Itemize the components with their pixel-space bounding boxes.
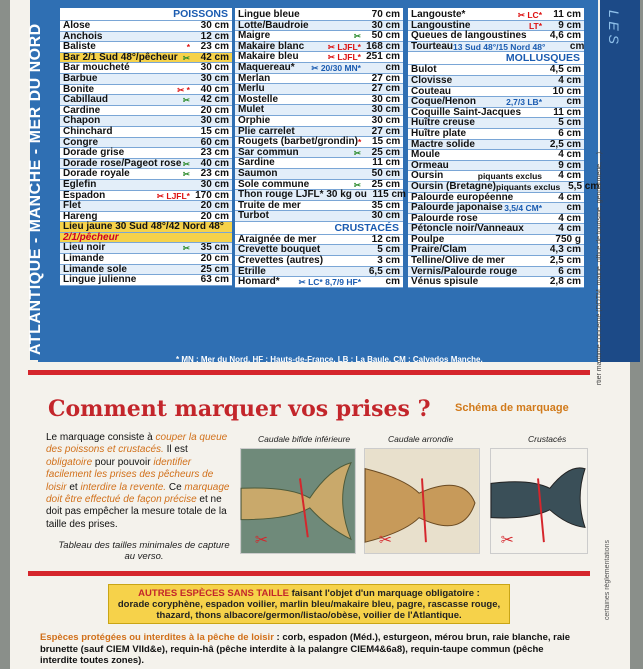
species-size: 4 cm [558, 149, 581, 161]
intro-text: Il est [163, 444, 188, 456]
fish-tail-rounded-image [364, 448, 480, 554]
species-note: 2,7/3 LB* [506, 97, 542, 108]
species-name: Truite de mer [238, 199, 301, 211]
species-note: ✂ [353, 31, 361, 42]
species-note: ✂ * [177, 84, 190, 95]
species-size: cm [569, 40, 585, 52]
species-size: 12 cm [371, 233, 400, 245]
species-size: 30 cm [371, 210, 400, 222]
fish-column-2 [235, 8, 406, 288]
species-size: 4 cm [558, 74, 581, 86]
table-row [60, 127, 232, 138]
species-size: 25 cm [371, 178, 400, 190]
species-name: Lieu noir [63, 242, 106, 254]
section-crustaces: CRUSTACÉS [235, 222, 403, 235]
species-name: Ormeau [411, 159, 449, 171]
species-note: ✂ [353, 147, 361, 158]
species-note: ✂ LJFL* [156, 190, 190, 201]
species-name: Lotte/Baudroie [238, 19, 309, 31]
species-note: 13 Sud 48°/15 Nord 48° [453, 41, 546, 52]
species-size: 6,5 cm [368, 265, 400, 277]
species-size: 2,5 cm [549, 138, 581, 150]
species-size: 40 cm [200, 157, 229, 169]
species-name: Dorade grise [63, 147, 125, 159]
species-note: ✂ 20/30 MN* [311, 62, 361, 73]
species-name: Limande sole [63, 263, 127, 275]
species-size: 4,3 cm [549, 244, 581, 256]
species-note: ✂ LJFL* [327, 41, 361, 52]
species-note: ✂ [182, 169, 190, 180]
species-name: Dorade rose/Pageot rose [63, 157, 182, 169]
species-name: Dorade royale [63, 168, 130, 180]
species-name: Espadon [63, 189, 106, 201]
species-name: Barbue [63, 72, 98, 84]
footnote: * MN : Mer du Nord, HF : Hauts-de-France, LB : La Baule, CM : Calvados Manche. [176, 355, 483, 364]
table-row [235, 211, 403, 222]
fish-tail-bifid-image [240, 448, 356, 554]
intro-text: pour pouvoir [92, 456, 154, 468]
protected-body: : corb, espadon (Méd.), esturgeon, mérou brun, raie blanche, raie brunette (sauf CIEM VIId&e), requin-hâ (pêche interdite à la palangre CIEM4&6a8), requin-taupe commun (pêche interdite toutes zones). [40, 632, 571, 666]
species-note: 3,5/4 CM* [504, 203, 542, 214]
species-name: Rougets (barbet/grondin) [238, 136, 358, 148]
species-size: 2,8 cm [549, 276, 581, 288]
species-note: LT* [528, 20, 542, 31]
species-name: Poulpe [411, 233, 445, 245]
table-row [235, 169, 403, 180]
rows-col3b [408, 64, 600, 288]
marking-intro [46, 432, 234, 531]
species-name: Langouste* [411, 9, 466, 20]
fig-label-crustaces: Crustacés [528, 434, 567, 444]
right-vertical-note: certaines réglementations [604, 540, 611, 621]
marking-title: Comment marquer vos prises ? [48, 396, 431, 422]
species-size: 50 cm [371, 167, 400, 179]
species-size: 750 g [555, 233, 581, 245]
table-row [235, 277, 403, 288]
species-name: Pétoncle noir/Vanneaux [411, 223, 524, 235]
species-size: 20 cm [200, 210, 229, 222]
species-size: 15 cm [200, 125, 229, 137]
species-size: 30 cm [371, 114, 400, 126]
species-note: ✂ LJFL* [327, 52, 361, 63]
species-size: 5 cm [558, 117, 581, 129]
species-name: Limande [63, 253, 105, 265]
species-name: Palourde rose [411, 212, 478, 224]
species-note: * [358, 137, 362, 148]
species-size: 5,5 cm [568, 180, 600, 192]
species-name: Thon rouge LJFL* 30 kg ou [238, 189, 367, 201]
rows-col2 [235, 8, 406, 222]
table-row [408, 42, 584, 53]
red-divider-2 [28, 571, 590, 576]
species-name: Oursin [411, 170, 444, 182]
species-size: 9 cm [558, 19, 581, 31]
species-size: 9 cm [558, 159, 581, 171]
species-name: Makaire bleu [238, 51, 299, 63]
vertical-note: rtier maritime concerné (DDTM, mairie, office de tourisme, gendarmerie, ...). [596, 150, 603, 386]
species-size: 42 cm [200, 51, 229, 63]
species-name: Sar commun [238, 146, 299, 158]
species-name: Bulot [411, 64, 437, 76]
svg-text:✂: ✂ [378, 530, 392, 550]
species-name: Turbot [238, 210, 269, 222]
species-name: Plie carrelet [238, 125, 295, 137]
species-name: Bar moucheté [63, 62, 130, 74]
table-row [408, 129, 584, 140]
species-size: 30 cm [200, 62, 229, 74]
species-size: 5 cm [377, 244, 400, 256]
fish-column-3 [408, 8, 600, 288]
species-size: 4 cm [558, 212, 581, 224]
species-note: piquants exclus [496, 181, 561, 192]
species-size: 63 cm [200, 274, 229, 286]
species-name: Congre [63, 136, 98, 148]
right-decoration: L E S [606, 10, 622, 44]
species-size: 15 cm [371, 136, 401, 148]
intro-highlight: interdire la revente. [80, 481, 167, 493]
species-size: cm [385, 276, 400, 288]
species-size: 40 cm [200, 83, 229, 95]
table-row [60, 74, 232, 85]
species-note: ✂ [182, 52, 190, 63]
species-name: Mostelle [238, 93, 279, 105]
species-size: 170 cm [195, 189, 229, 201]
species-size: 25 cm [200, 263, 229, 275]
species-name: Tourteau [411, 40, 454, 52]
species-note: ✂ [182, 95, 190, 106]
species-name: Vernis/Palourde rouge [411, 265, 518, 277]
species-size: 30 cm [200, 20, 229, 31]
species-size [193, 233, 229, 243]
species-size: 25 cm [371, 146, 400, 158]
species-note: ✂ LC* [517, 10, 542, 20]
species-note: ✂ [182, 243, 190, 254]
species-size: 3 cm [377, 255, 400, 267]
intro-text: et [66, 481, 81, 493]
species-size: cm [566, 202, 581, 214]
species-name: Bonite [63, 83, 95, 95]
species-name: Eglefin [63, 178, 97, 190]
species-name: Queues de langoustines [411, 30, 527, 42]
species-size: 35 cm [371, 199, 400, 211]
species-name: Sardine [238, 157, 275, 169]
species-name: Saumon [238, 167, 278, 179]
species-name: Moule [411, 149, 440, 161]
species-note: ✂ [353, 179, 361, 190]
species-name: Homard* [238, 276, 280, 288]
fig-label-arrondie: Caudale arrondie [388, 434, 454, 444]
species-size: 11 cm [372, 157, 400, 169]
species-size: 4,5 cm [549, 64, 581, 76]
species-size: 23 cm [200, 168, 229, 180]
species-name: Mactre solide [411, 138, 475, 150]
species-name: Makaire blanc [238, 40, 305, 52]
species-size: 60 cm [200, 136, 229, 148]
table-row [408, 10, 584, 21]
species-size: 70 cm [371, 9, 400, 20]
species-size: 20 cm [200, 200, 229, 212]
species-name: Vénus spisule [411, 276, 479, 288]
species-name: Merlu [238, 83, 265, 95]
species-size: 30 cm [200, 72, 229, 84]
table-row [235, 63, 403, 74]
rows-col3a [408, 8, 584, 52]
table-row [60, 180, 232, 191]
other-species-line2: thazard, thons albacore/germon/listao/obèse, voilier de l'Atlantique. [156, 610, 462, 621]
species-size: 4 cm [558, 223, 581, 235]
schema-label: Schéma de marquage [455, 402, 569, 414]
table-reference: Tableau des tailles minimales de capture au verso. [58, 540, 230, 562]
species-size: 50 cm [371, 30, 400, 42]
intro-text: Ce [166, 481, 185, 493]
species-name: Palourde japonaise [411, 202, 503, 214]
table-row [60, 275, 232, 286]
species-name: Araignée de mer [238, 233, 317, 245]
species-name: Baliste [63, 41, 96, 53]
species-name: Langoustine [411, 19, 471, 31]
species-name: Huître creuse [411, 117, 475, 129]
table-row [408, 277, 584, 288]
species-size: 42 cm [200, 94, 229, 106]
species-name: Huître plate [411, 127, 467, 139]
species-name: Crevette bouquet [238, 244, 321, 256]
rows-col2b [235, 235, 403, 288]
species-name: Alose [63, 20, 91, 31]
species-size: 23 cm [200, 41, 229, 53]
section-mollusques: MOLLUSQUES [408, 52, 584, 65]
other-species-head2: faisant l'objet d'un marquage obligatoire : [288, 588, 480, 599]
species-name: Lingue bleue [238, 9, 300, 20]
species-name: Coquille Saint-Jacques [411, 106, 522, 118]
intro-highlight: couper la queue des poissons et crustacés. [46, 432, 228, 456]
species-size: 27 cm [371, 72, 400, 84]
species-size: 4,6 cm [549, 30, 581, 42]
other-species-box [108, 584, 510, 624]
intro-highlight: marquage doit être effectué de façon précise [46, 481, 230, 506]
species-size: 251 cm [366, 51, 400, 63]
species-name: Etrille [238, 265, 266, 277]
species-size: 168 cm [366, 40, 400, 52]
species-note: ✂ LC* 8,7/9 HF* [298, 277, 361, 288]
species-name: Lieu jaune 30 Sud 48°/42 Nord 48° [63, 221, 224, 233]
species-name: Maigre [238, 30, 271, 42]
species-name: Merlan [238, 72, 271, 84]
table-row [235, 116, 403, 127]
intro-highlight: obligatoire [46, 456, 93, 468]
species-size: cm [566, 96, 581, 108]
species-name: Oursin (Bretagne) [411, 180, 497, 192]
other-species-line1: dorade coryphène, espadon voilier, marlin bleu/makaire bleu, pagre, rascasse rouge, [117, 599, 501, 610]
species-size: 23 cm [200, 147, 229, 159]
species-size: 35 cm [200, 242, 229, 254]
species-name: Mulet [238, 104, 265, 116]
species-size: 6 cm [558, 127, 581, 139]
species-name: Cabillaud [63, 94, 109, 106]
species-size: 11 cm [553, 9, 581, 20]
table-row [408, 180, 600, 193]
side-title: ATLANTIQUE - MANCHE - MER DU NORD [27, 23, 44, 355]
intro-text: et ne doit pas empêcher la mesure totale de la taille des prises. [46, 494, 227, 530]
species-size: 4 cm [558, 170, 581, 182]
protected-species [40, 632, 580, 667]
species-name: Couteau [411, 85, 451, 97]
species-name: Telline/Olive de mer [411, 255, 505, 267]
protected-head: Espèces protégées ou interdites à la pêche de loisir [40, 632, 274, 643]
intro-text: Le marquage consiste à [46, 432, 156, 443]
species-size: 11 cm [553, 106, 581, 118]
right-band [600, 0, 640, 362]
species-note: ✂ [182, 158, 190, 169]
species-size: cm [385, 61, 400, 73]
table-row [235, 10, 403, 21]
species-name: Bar 2/1 Sud 48°/pêcheur [63, 51, 178, 63]
species-name: Chinchard [63, 125, 113, 137]
species-size: 30 cm [200, 115, 229, 127]
svg-text:✂: ✂ [254, 530, 268, 550]
section-poissons: POISSONS [60, 8, 232, 21]
species-size: 30 cm [200, 178, 229, 190]
species-name: Crevettes (autres) [238, 255, 324, 267]
species-size: 30 cm [371, 19, 400, 31]
red-divider [28, 370, 590, 375]
svg-text:✂: ✂ [500, 530, 514, 550]
species-name: Flet [63, 200, 81, 212]
other-species-head: AUTRES ESPÈCES SANS TAILLE [138, 588, 289, 599]
species-name: Praire/Clam [411, 244, 467, 256]
species-size: 115 cm [372, 189, 406, 201]
species-size: 12 cm [200, 30, 229, 42]
species-name: Clovisse [411, 74, 453, 86]
species-note: * [186, 42, 190, 53]
intro-highlight: identifier facilement les prises des pêcheurs de loisir [46, 456, 214, 493]
species-size: 10 cm [552, 85, 581, 97]
species-name: Sole commune [238, 178, 310, 190]
table-row [408, 76, 584, 87]
fig-label-bifide: Caudale bifide inférieure [258, 434, 351, 444]
species-name: Coque/Henon [411, 96, 476, 108]
species-size: 27 cm [371, 83, 400, 95]
species-size: 4 cm [558, 191, 581, 203]
species-name: Orphie [238, 114, 271, 126]
species-name: Maquereau* [238, 61, 295, 73]
species-name: 2/1/pêcheur [63, 231, 119, 243]
species-size: 30 cm [371, 104, 400, 116]
species-name: Anchois [63, 30, 103, 42]
fish-column-1 [60, 8, 232, 286]
table-row [60, 21, 232, 32]
rows-col1 [60, 21, 232, 286]
species-size: 20 cm [200, 104, 229, 116]
species-size: 6 cm [558, 265, 581, 277]
species-name: Cardine [63, 104, 101, 116]
crustacean-tail-image [490, 448, 588, 554]
species-size: 27 cm [371, 125, 400, 137]
species-size: 30 cm [371, 93, 400, 105]
species-name: Hareng [63, 210, 98, 222]
species-size: 20 cm [200, 253, 229, 265]
species-name: Palourde européenne [411, 191, 514, 203]
species-size: 2,5 cm [549, 255, 581, 267]
species-name: Lingue julienne [63, 274, 137, 286]
species-name: Chapon [63, 115, 101, 127]
species-note: piquants exclus [477, 171, 542, 182]
